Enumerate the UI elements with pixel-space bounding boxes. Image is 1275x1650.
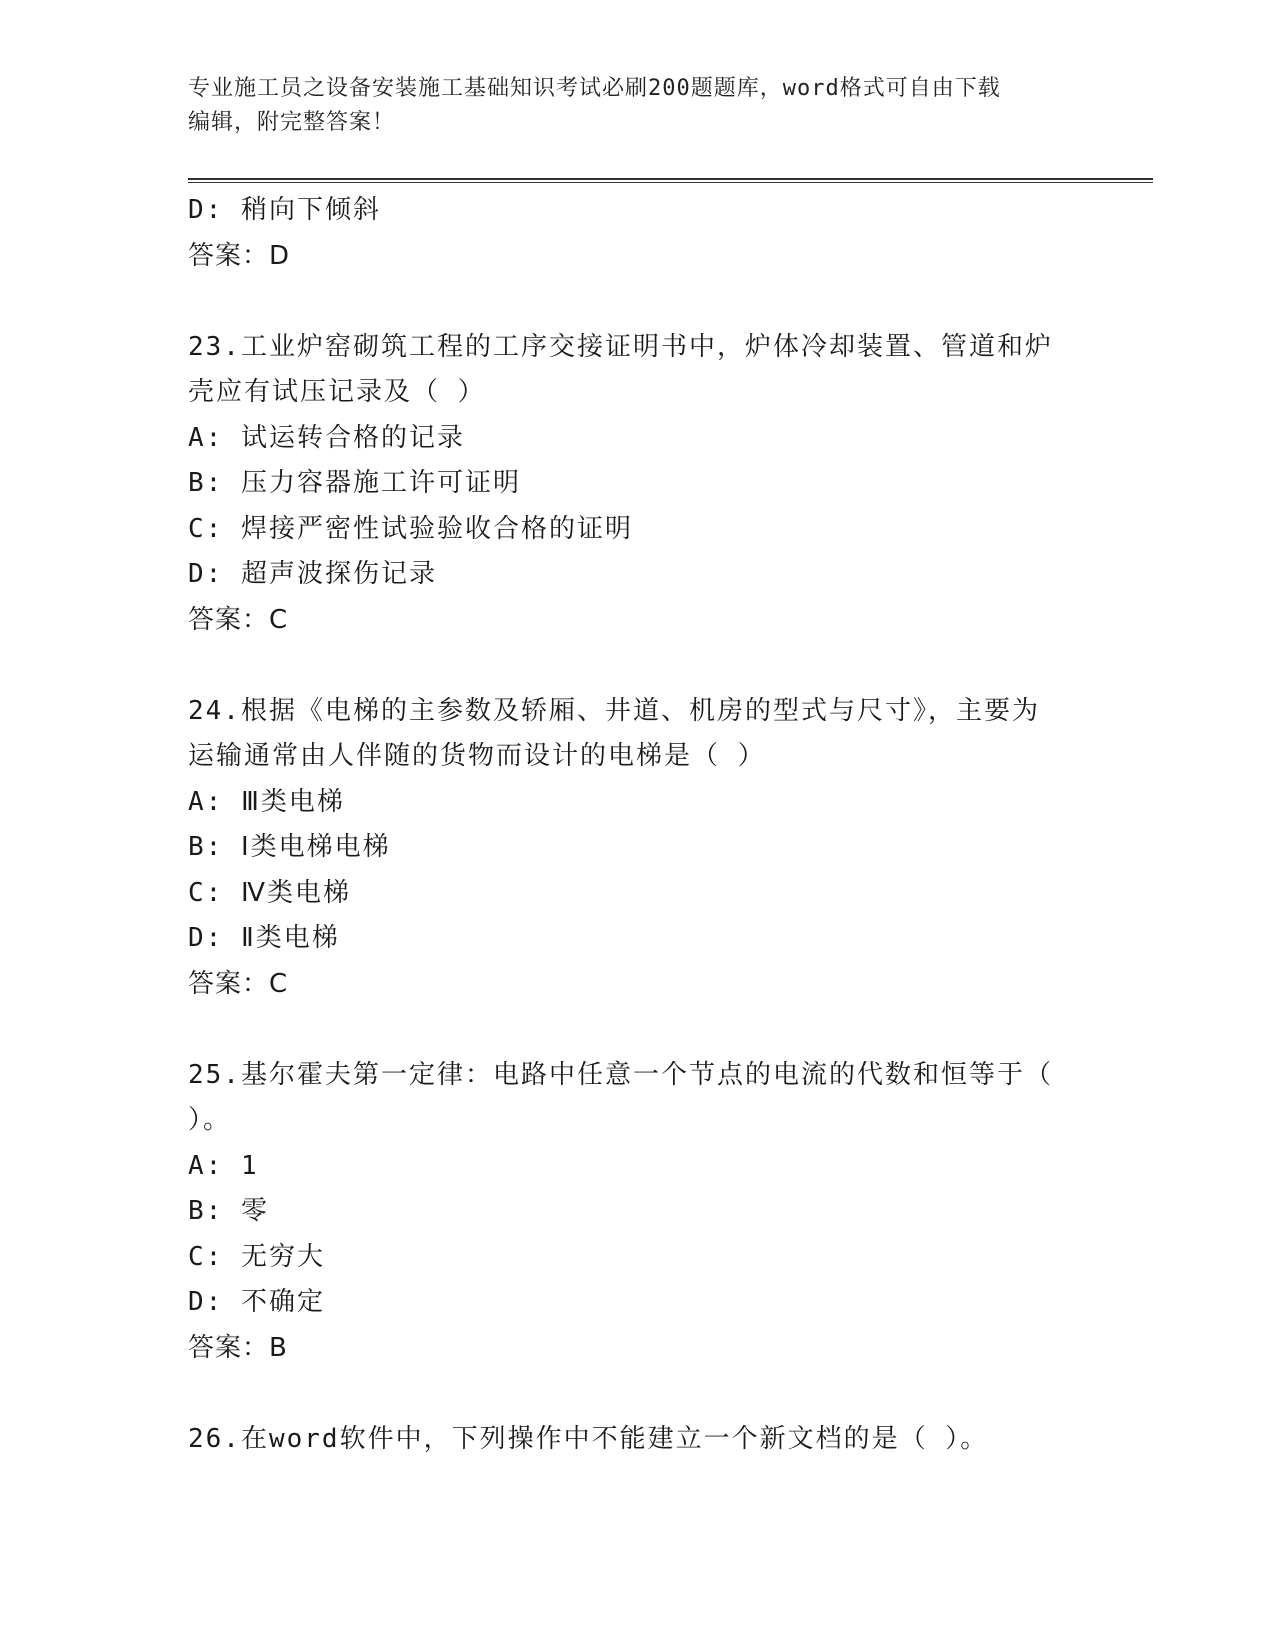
- question-26: [188, 1417, 1088, 1463]
- spacer: [188, 279, 1088, 325]
- header-line-1: 专业施工员之设备安装施工基础知识考试必刷200题题库，word格式可自由下载: [188, 76, 1001, 101]
- answer: 答案：C: [188, 604, 289, 635]
- option-b: B: 零: [188, 1196, 269, 1226]
- option-a: A: 1: [188, 1150, 259, 1181]
- spacer: [188, 1007, 1088, 1053]
- option-b: B: 压力容器施工许可证明: [188, 468, 521, 498]
- question-stem-cont: 运输通常由人伴随的货物而设计的电梯是（ ）: [188, 741, 766, 771]
- document-body: [188, 188, 1088, 1462]
- answer: 答案：B: [188, 1332, 288, 1363]
- option-d: D: Ⅱ类电梯: [188, 923, 340, 953]
- question-stem: 23.工业炉窑砌筑工程的工序交接证明书中，炉体冷却装置、管道和炉: [188, 331, 1053, 362]
- header-divider-thin: [188, 182, 1153, 183]
- header-line-2: 编辑，附完整答案！: [188, 110, 396, 135]
- answer: 答案：C: [188, 968, 289, 999]
- prev-option-d: D: 稍向下倾斜: [188, 195, 381, 225]
- option-a: A: 试运转合格的记录: [188, 422, 465, 453]
- question-stem: 26.在word软件中，下列操作中不能建立一个新文档的是（ ）。: [188, 1423, 989, 1454]
- spacer: [188, 1371, 1088, 1417]
- question-stem-cont: 壳应有试压记录及（ ）: [188, 377, 486, 407]
- spacer: [188, 643, 1088, 689]
- question-stem: 24.根据《电梯的主参数及轿厢、井道、机房的型式与尺寸》，主要为: [188, 695, 1040, 726]
- option-c: C: 无穷大: [188, 1241, 325, 1272]
- question-stem: 25.基尔霍夫第一定律：电路中任意一个节点的电流的代数和恒等于（: [188, 1059, 1053, 1090]
- document-header: [188, 72, 1068, 140]
- question-stem-cont: ）。: [188, 1105, 232, 1135]
- option-c: C: Ⅳ类电梯: [188, 877, 351, 908]
- option-b: B: Ⅰ类电梯电梯: [188, 832, 391, 862]
- prev-answer: 答案：D: [188, 240, 291, 271]
- option-d: D: 超声波探伤记录: [188, 559, 437, 589]
- question-23: [188, 325, 1088, 644]
- question-24: [188, 689, 1088, 1008]
- option-c: C: 焊接严密性试验验收合格的证明: [188, 513, 633, 544]
- header-divider-thick: [188, 178, 1153, 180]
- option-a: A: Ⅲ类电梯: [188, 786, 345, 817]
- question-25: [188, 1053, 1088, 1372]
- option-d: D: 不确定: [188, 1287, 325, 1317]
